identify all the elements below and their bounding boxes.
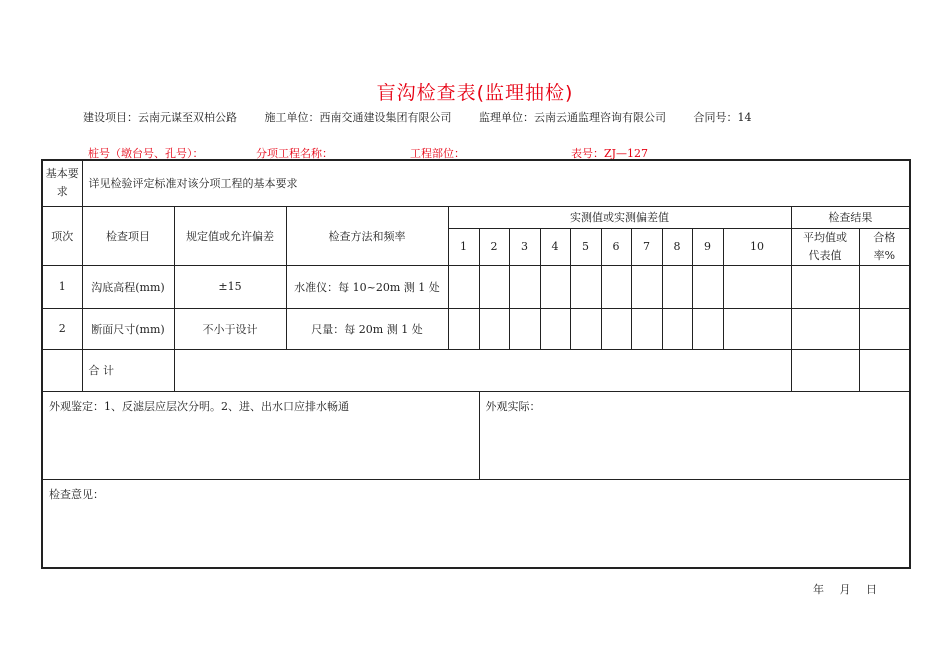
- col-header: 5: [570, 228, 601, 265]
- cell[interactable]: [631, 308, 662, 349]
- col-header: 2: [479, 228, 509, 265]
- total-cell[interactable]: [174, 349, 791, 391]
- basic-req-text: 详见检验评定标准对该分项工程的基本要求: [82, 160, 910, 206]
- table-row: [42, 308, 910, 349]
- row-item: 沟底高程(mm): [82, 265, 174, 308]
- contractor-name: 施工单位：西南交通建设集团有限公司: [264, 111, 452, 124]
- cell[interactable]: [631, 265, 662, 308]
- appearance-standard: 外观鉴定：1、反滤层应层次分明。2、进、出水口应排水畅通: [42, 391, 479, 479]
- cell[interactable]: [540, 308, 570, 349]
- cell[interactable]: [479, 308, 509, 349]
- cell[interactable]: [601, 265, 631, 308]
- inspection-opinion[interactable]: 检查意见：: [42, 479, 910, 568]
- col-header: 6: [601, 228, 631, 265]
- header-measured: 实测值或实测偏差值: [448, 206, 791, 228]
- header-no: 项次: [42, 206, 82, 265]
- cell[interactable]: [509, 308, 540, 349]
- date-month: 月: [839, 583, 853, 596]
- cell[interactable]: [791, 308, 859, 349]
- cell[interactable]: [540, 265, 570, 308]
- appearance-row: [42, 391, 910, 479]
- header-result: 检查结果: [791, 206, 910, 228]
- page-title: 盲沟检查表(监理抽检): [376, 82, 574, 104]
- header-row-1: [42, 206, 910, 228]
- cell[interactable]: [723, 308, 791, 349]
- contract-no: 合同号：14: [693, 111, 752, 124]
- total-avg[interactable]: [791, 349, 859, 391]
- header-info: [83, 109, 776, 125]
- cell[interactable]: [859, 265, 910, 308]
- date-year: 年: [813, 583, 826, 596]
- table-row: [42, 265, 910, 308]
- row-method: 尺量：每 20m 测 1 处: [286, 308, 448, 349]
- location-label: 工程部位：: [410, 147, 465, 160]
- total-row: [42, 349, 910, 391]
- total-rate[interactable]: [859, 349, 910, 391]
- col-header: 7: [631, 228, 662, 265]
- row-method: 水准仪：每 10~20m 测 1 处: [286, 265, 448, 308]
- pile-label: 桩号（墩台号、孔号）：: [88, 147, 204, 160]
- row-spec: 不小于设计: [174, 308, 286, 349]
- row-no: 2: [42, 308, 82, 349]
- date-day: 日: [866, 583, 879, 596]
- col-header: 1: [448, 228, 479, 265]
- header-method: 检查方法和频率: [286, 206, 448, 265]
- date-line: [813, 581, 887, 597]
- cell[interactable]: [448, 265, 479, 308]
- header-rate: 合格率%: [859, 228, 910, 265]
- opinion-row: [42, 479, 910, 568]
- cell[interactable]: [692, 265, 723, 308]
- header-item: 检查项目: [82, 206, 174, 265]
- cell[interactable]: [601, 308, 631, 349]
- subitem-label: 分项工程名称：: [256, 147, 333, 160]
- row-spec: ±15: [174, 265, 286, 308]
- cell[interactable]: [692, 308, 723, 349]
- total-label: 合 计: [82, 349, 174, 391]
- cell[interactable]: [479, 265, 509, 308]
- cell[interactable]: [509, 265, 540, 308]
- sub-header: [0, 145, 950, 159]
- basic-requirement-row: [42, 160, 910, 206]
- col-header: 10: [723, 228, 791, 265]
- cell[interactable]: [570, 308, 601, 349]
- col-header: 4: [540, 228, 570, 265]
- basic-req-label: 基本要求: [42, 160, 82, 206]
- appearance-actual[interactable]: 外观实际：: [479, 391, 910, 479]
- inspection-table: [41, 159, 911, 569]
- col-header: 9: [692, 228, 723, 265]
- cell: [42, 349, 82, 391]
- col-header: 8: [662, 228, 692, 265]
- cell[interactable]: [662, 265, 692, 308]
- row-item: 断面尺寸(mm): [82, 308, 174, 349]
- cell[interactable]: [859, 308, 910, 349]
- cell[interactable]: [570, 265, 601, 308]
- supervisor-name: 监理单位：云南云通监理咨询有限公司: [479, 111, 666, 124]
- form-number: 表号：ZJ—127: [571, 147, 649, 160]
- header-spec: 规定值或允许偏差: [174, 206, 286, 265]
- col-header: 3: [509, 228, 540, 265]
- row-no: 1: [42, 265, 82, 308]
- project-name: 建设项目：云南元谋至双柏公路: [83, 111, 237, 124]
- cell[interactable]: [448, 308, 479, 349]
- header-avg: 平均值或代表值: [791, 228, 859, 265]
- cell[interactable]: [791, 265, 859, 308]
- cell[interactable]: [723, 265, 791, 308]
- cell[interactable]: [662, 308, 692, 349]
